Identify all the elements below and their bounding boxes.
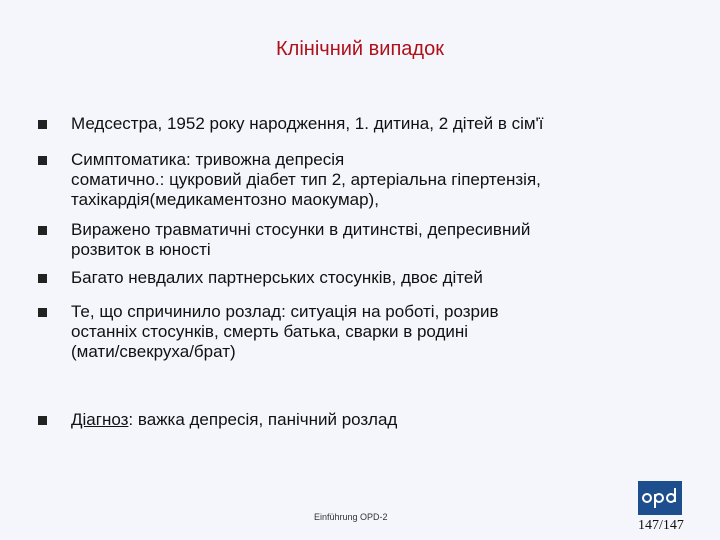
opd-logo-icon: [638, 481, 682, 515]
footer-source: Einführung OPD-2: [314, 512, 388, 522]
bullet-marker-icon: [38, 274, 47, 283]
bullet-marker-icon: [38, 308, 47, 317]
bullet-text: [71, 410, 691, 430]
diagnosis-text: : важка депресія, панічний розлад: [128, 410, 398, 429]
bullet-marker-icon: [38, 416, 47, 425]
bullet-text: Багато невдалих партнерських стосунків, двоє дітей: [71, 268, 483, 287]
diagnosis-label: Діагноз: [71, 410, 129, 429]
bullet-marker-icon: [38, 156, 47, 165]
bullet-text: Медсестра, 1952 року народження, 1. дитина, 2 дітей в сім'ї: [71, 114, 544, 133]
page-number: 147/147: [638, 518, 684, 533]
slide-title: Клінічний випадок: [276, 38, 444, 60]
bullet-text: Виражено травматичні стосунки в дитинстві, депресивний розвиток в юності: [71, 220, 531, 259]
bullet-marker-icon: [38, 226, 47, 235]
bullet-text: Те, що спричинило розлад: ситуація на роботі, розрив останніх стосунків, смерть батька, сварки в родині (мати/свекруха/брат): [71, 302, 499, 361]
bullet-text: Симптоматика: тривожна депресія соматично.: цукровий діабет тип 2, артеріальна гіпертензія, тахікардія(медикаментозно маокумар),: [71, 150, 541, 209]
bullet-marker-icon: [38, 120, 47, 129]
